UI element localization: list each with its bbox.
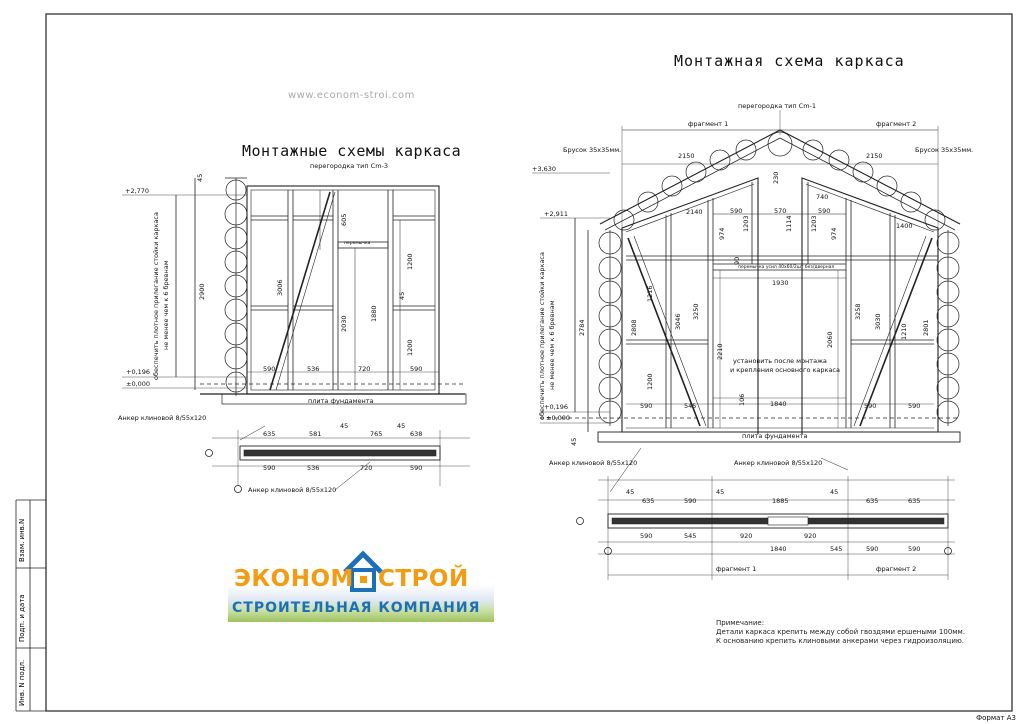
fragment1-top: фрагмент 1 — [688, 120, 729, 128]
logo-word-2: СТРОЙ — [378, 566, 469, 592]
brusok-right: Брусок 35х35мм. — [915, 146, 974, 154]
dim-2808: 2808 — [630, 319, 638, 336]
plan-r-bot-4: 920 — [804, 532, 817, 540]
left-vertical-note-2: не менее чем к 6 бревнам — [162, 260, 170, 350]
dim-3258: 3258 — [854, 303, 862, 320]
right-level-2: +2,911 — [544, 210, 569, 218]
side-label-vzam: Взам. инв.N — [18, 518, 26, 562]
dim-1840: 1840 — [770, 400, 787, 408]
plan-r-bot-2: 545 — [684, 532, 697, 540]
watermark: www.econom-stroi.com — [288, 90, 415, 101]
plan-r-fragment2: фрагмент 2 — [876, 565, 917, 573]
plan-top-dim-1: 635 — [263, 430, 276, 438]
plan-r-top-6: 45 — [830, 488, 839, 496]
right-bottom-dim-4: 590 — [908, 402, 921, 410]
right-level-4: ±0,000 — [546, 414, 571, 422]
logo-subtitle: СТРОИТЕЛЬНАЯ КОМПАНИЯ — [232, 600, 481, 616]
right-anchor-right: Анкер клиновой 8/55x120 — [734, 459, 823, 467]
plan-top-dim-6: 638 — [410, 430, 423, 438]
install-note-2: и крепления основного каркаса — [730, 366, 840, 374]
dim-2784: 2784 — [578, 319, 586, 336]
side-label-podp: Подп. и дата — [18, 594, 26, 642]
dim-590b: 590 — [818, 207, 831, 215]
plan-r-top-1: 45 — [626, 488, 635, 496]
left-bottom-dim-3: 720 — [358, 365, 371, 373]
side-label-inv: Инв. N подл. — [18, 659, 26, 706]
dim-45-left: 45 — [570, 437, 578, 446]
plan-r-bot-5: 545 — [830, 545, 843, 553]
plan-top-dim-2: 581 — [309, 430, 322, 438]
right-bottom-dim-3: 590 — [864, 402, 877, 410]
plan-r-top-2: 635 — [642, 497, 655, 505]
dim-570: 570 — [774, 207, 787, 215]
dim-2060: 2060 — [826, 331, 834, 348]
left-level-zero: ±0,000 — [126, 380, 151, 388]
main-title: Монтажная схема каркаса — [674, 52, 905, 70]
logo-word-1: ЭКОНОМ — [234, 566, 354, 592]
left-anchor-label-2: Анкер клиновой 8/55x120 — [248, 486, 337, 494]
dim-740: 740 — [816, 193, 829, 201]
dim-1200b: 1200 — [406, 339, 414, 356]
left-vertical-note-1: обеспечить плотное прилегание стойки каркаса — [152, 212, 160, 380]
dim-2801: 2801 — [922, 319, 930, 336]
dim-1400: 1400 — [896, 222, 913, 230]
plan-r-bot-6: 590 — [866, 545, 879, 553]
notes-line-2: К основанию крепить клиновыми анкерами через гидроизоляцию. — [716, 637, 964, 645]
plan-r-bot-1: 590 — [640, 532, 653, 540]
plan-r-top-7: 635 — [866, 497, 879, 505]
left-peremychka: перемычка — [344, 241, 371, 246]
plan-top-dim-5: 45 — [397, 422, 406, 430]
format-label: Формат А3 — [976, 714, 1016, 722]
plan-bottom-dim-3: 720 — [360, 464, 373, 472]
dim-1930: 1930 — [772, 279, 789, 287]
fragment2-top: фрагмент 2 — [876, 120, 917, 128]
dim-3250: 3250 — [692, 303, 700, 320]
dim-106: 106 — [738, 393, 746, 406]
left-foundation-label: плита фундамента — [308, 397, 374, 405]
install-note-1: установить после монтажа — [733, 357, 827, 365]
right-level-1: +3,630 — [532, 165, 557, 173]
dim-974a: 974 — [718, 227, 726, 240]
plan-r-fragment1: фрагмент 1 — [716, 565, 757, 573]
dim-2900: 2900 — [198, 283, 206, 300]
plan-bottom-dim-2: 536 — [307, 464, 320, 472]
dim-1200-right: 1200 — [646, 373, 654, 390]
dim-230: 230 — [772, 171, 780, 184]
left-elevation — [122, 178, 470, 493]
right-elevation — [532, 110, 960, 580]
dim-1216: 1216 — [646, 285, 654, 302]
dim-2150b: 2150 — [866, 152, 883, 160]
plan-r-bot-3: 920 — [740, 532, 753, 540]
dim-2150a: 2150 — [678, 152, 695, 160]
dim-605: 605 — [340, 213, 348, 226]
left-anchor-label: Анкер клиновой 8/55x120 — [118, 414, 207, 422]
dim-90: 90 — [733, 256, 741, 265]
right-bottom-dim-1: 590 — [640, 402, 653, 410]
right-level-3: +0,196 — [544, 403, 569, 411]
plan-r-1840: 1840 — [770, 545, 787, 553]
left-bottom-dim-2: 536 — [307, 365, 320, 373]
left-level-top: +2,770 — [125, 187, 150, 195]
dim-45: 45 — [196, 173, 204, 182]
right-peremychka: перемычка усил 40х60/2шт без/дверная — [738, 265, 835, 270]
brusok-left: Брусок 35х35мм. — [563, 146, 622, 154]
right-anchor-left: Анкер клиновой 8/55x120 — [549, 459, 638, 467]
dim-1200a: 1200 — [406, 253, 414, 270]
plan-r-top-8: 635 — [908, 497, 921, 505]
left-level-mid: +0,196 — [126, 368, 151, 376]
dim-2140: 2140 — [686, 208, 703, 216]
plan-bottom-dim-1: 590 — [263, 464, 276, 472]
dim-1114: 1114 — [785, 215, 793, 232]
right-vertical-note-1: обеспечить плотное прилегание стойки каркаса — [538, 252, 546, 420]
plan-r-top-3: 590 — [684, 497, 697, 505]
dim-3046: 3046 — [674, 313, 682, 330]
dim-45b: 45 — [398, 291, 406, 300]
left-partition-label: перегородка тип Cm-3 — [310, 162, 389, 170]
right-vertical-note-2: не менее чем к 6 бревнам — [548, 300, 556, 390]
dim-2210: 2210 — [716, 343, 724, 360]
plan-r-top-4: 45 — [716, 488, 725, 496]
right-partition-label: перегородка тип Cm-1 — [738, 102, 817, 110]
plan-bottom-dim-4: 590 — [410, 464, 423, 472]
notes-line-1: Детали каркаса крепить между собой гвоздями ершеными 100мм. — [716, 628, 966, 636]
left-bottom-dim-4: 590 — [410, 365, 423, 373]
plan-r-top-5: 1885 — [772, 497, 789, 505]
company-logo — [228, 548, 494, 622]
left-title: Монтажные схемы каркаса — [242, 142, 462, 160]
dim-590a: 590 — [730, 207, 743, 215]
dim-1880: 1880 — [370, 305, 378, 322]
left-bottom-dim-1: 590 — [263, 365, 276, 373]
dim-3006: 3006 — [276, 279, 284, 296]
plan-top-dim-4: 765 — [370, 430, 383, 438]
dim-1203a: 1203 — [742, 215, 750, 232]
right-bottom-dim-2: 545 — [684, 402, 697, 410]
dim-974b: 974 — [830, 227, 838, 240]
dim-1203b: 1203 — [810, 215, 818, 232]
dim-1210: 1210 — [900, 323, 908, 340]
notes-title: Примечание: — [716, 619, 765, 627]
plan-top-dim-3: 45 — [340, 422, 349, 430]
plan-r-bot-7: 590 — [908, 545, 921, 553]
dim-2030: 2030 — [340, 315, 348, 332]
notes-block — [716, 619, 965, 646]
dim-3030: 3030 — [874, 313, 882, 330]
right-foundation-label: плита фундамента — [742, 432, 808, 440]
